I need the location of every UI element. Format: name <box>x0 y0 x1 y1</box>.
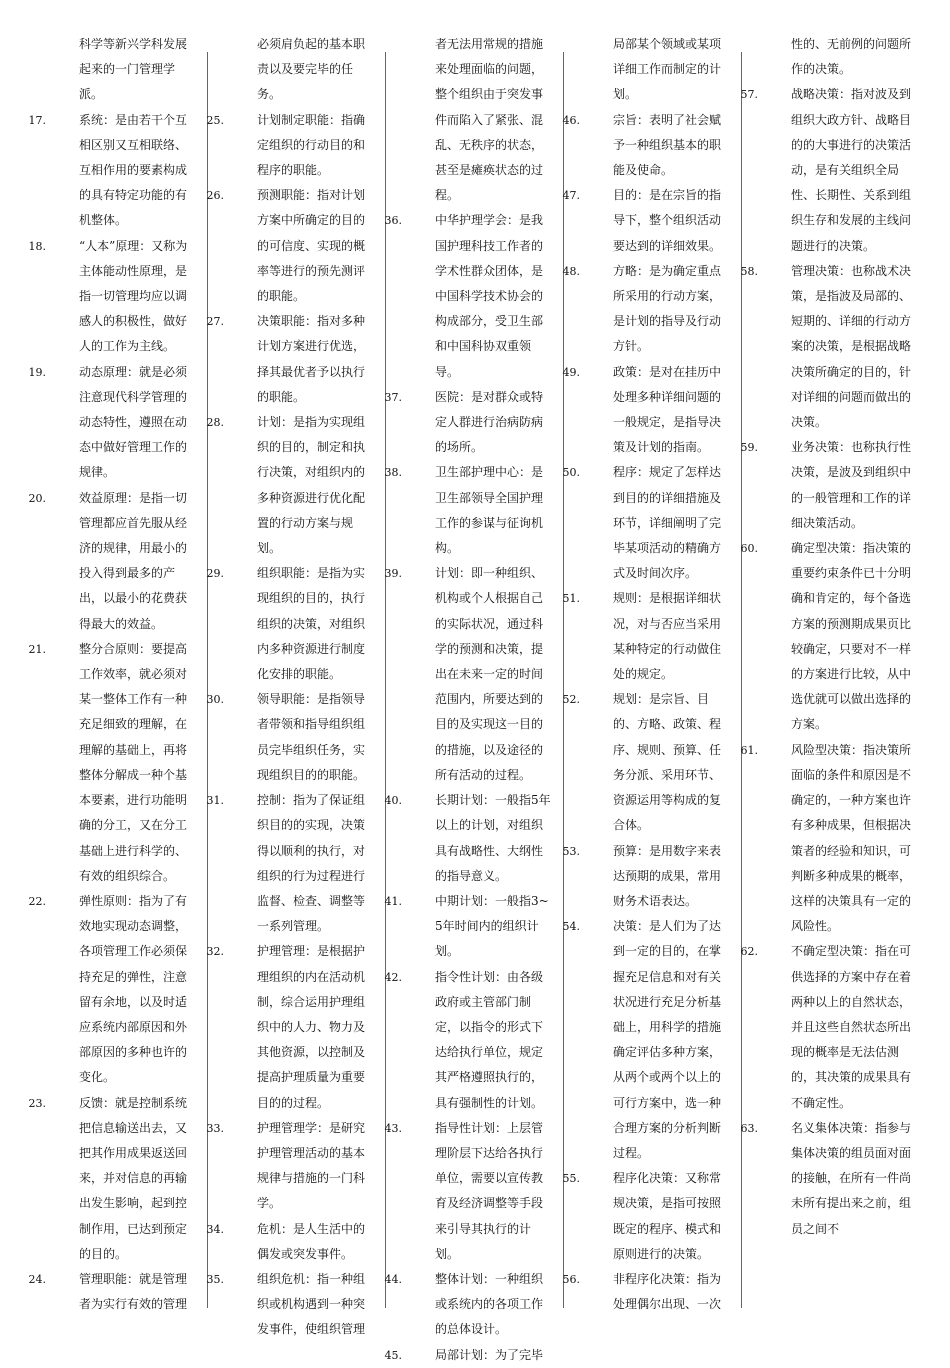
entry-text: 整体计划：一种组织或系统内的各项工作的总体设计。 <box>435 1271 544 1337</box>
glossary-entry <box>548 108 731 184</box>
glossary-entry <box>192 183 375 309</box>
text-column-1 <box>14 32 192 1312</box>
glossary-entry <box>726 939 913 1115</box>
entry-text: 程序化决策：又称常规决策，是指可按照既定的程序、模式和原则进行的决策。 <box>613 1171 722 1261</box>
glossary-entry <box>370 1116 553 1267</box>
glossary-entry <box>14 108 192 234</box>
glossary-entry <box>192 788 375 939</box>
glossary-entry <box>370 208 553 384</box>
entry-text: 指导性计划：上层管理阶层下达给各执行单位，需要以宣传教育及经济调整等手段来引导其执行的计划。 <box>435 1120 544 1261</box>
entry-text: 管理职能：就是管理者为实行有效的管理 <box>79 1271 188 1312</box>
entry-number: 45. <box>384 1348 402 1362</box>
glossary-entry <box>192 1116 375 1217</box>
glossary-entry <box>548 183 731 259</box>
entry-text: 反馈：就是控制系统把信息输送出去，又把其作用成果返送回来，并对信息的再输出发生影响，起到控制作用，已达到预定的目的。 <box>79 1095 188 1261</box>
entry-text: 弹性原则：指为了有效地实现动态调整，各项管理工作必须保持充足的弹性，注意留有余地，以及时适应系统内部原因和外部原因的多种也许的变化。 <box>79 893 188 1085</box>
glossary-entry <box>548 839 731 915</box>
entry-text: 科学等新兴学科发展起来的一门管理学派。 <box>79 37 188 102</box>
entry-text: 指令性计划：由各级政府或主管部门制定，以指令的形式下达给执行单位，规定其严格遵照执行的，具有强制性的计划。 <box>435 969 544 1110</box>
entry-number: 26. <box>206 189 224 203</box>
glossary-entry <box>370 561 553 788</box>
glossary-entry <box>726 435 913 536</box>
entry-number: 43. <box>384 1121 402 1135</box>
entry-number: 59. <box>740 441 758 455</box>
entry-text: 决策职能：指对多种计划方案进行优选，择其最优者予以执行的职能。 <box>257 314 366 404</box>
glossary-entry <box>14 486 192 637</box>
entry-text: 不确定型决策：指在可供选择的方案中存在着两种以上的自然状态，并且这些自然状态所出现的概率是无法估测的，其决策的成果具有不确定性。 <box>791 944 912 1110</box>
entry-text: 护理管理：是根据护理组织的内在活动机制，综合运用护理组织中的人力、物力及其他资源，以控制及提高护理质量为重要目的的过程。 <box>257 944 366 1110</box>
glossary-entry <box>192 561 375 687</box>
entry-number: 53. <box>562 844 580 858</box>
entry-number: 52. <box>562 693 580 707</box>
glossary-entry <box>192 1267 375 1343</box>
entry-text: 预算：是用数字来表达预期的成果，常用财务术语表达。 <box>613 843 722 908</box>
entry-number: 31. <box>206 794 224 808</box>
entry-text: 计划：是指为实现组织的目的，制定和执行决策，对组织内的多种资源进行优化配置的行动方案与规划。 <box>257 415 366 556</box>
entry-number: 60. <box>740 542 758 556</box>
entry-number: 54. <box>562 920 580 934</box>
entry-text: 非程序化决策：指为处理偶尔出现、一次 <box>613 1271 722 1312</box>
entry-number: 47. <box>562 189 580 203</box>
entry-number: 29. <box>206 567 224 581</box>
glossary-entry <box>370 32 553 208</box>
document-page <box>14 32 936 1362</box>
glossary-entry <box>370 965 553 1116</box>
glossary-entry <box>14 234 192 360</box>
entry-number: 19. <box>28 365 46 379</box>
entry-number: 46. <box>562 113 580 127</box>
glossary-entry <box>726 32 913 82</box>
entry-number: 17. <box>28 113 46 127</box>
entry-text: 必须肩负起的基本职责以及要完毕的任务。 <box>257 37 366 102</box>
text-column-4 <box>548 32 731 1312</box>
entry-text: 卫生部护理中心：是卫生部领导全国护理工作的参谋与征询机构。 <box>435 465 544 556</box>
entry-text: 动态原理：就是必须注意现代科学管理的动态特性，遵照在动态中做好管理工作的规律。 <box>79 364 188 480</box>
entry-text: 名义集体决策：指参与集体决策的组员面对面的接触，在所有一件尚未所有提出来之前，组员之间不 <box>791 1120 912 1236</box>
entry-text: 方略：是为确定重点所采用的行动方案，是计划的指导及行动方针。 <box>613 263 722 354</box>
entry-number: 38. <box>384 466 402 480</box>
glossary-entry <box>548 914 731 1166</box>
entry-text: 程序：规定了怎样达到目的的详细措施及环节，详细阐明了完毕某项活动的精确方式及时间次序。 <box>613 465 722 581</box>
entry-number: 35. <box>206 1272 224 1286</box>
glossary-entry <box>370 460 553 561</box>
entry-number: 49. <box>562 365 580 379</box>
glossary-entry <box>548 32 731 108</box>
text-column-5 <box>726 32 913 1294</box>
glossary-entry <box>14 1267 192 1317</box>
entry-text: 领导职能：是指领导者带领和指导组织组员完毕组织任务，实现组织目的的职能。 <box>257 692 366 782</box>
glossary-entry <box>14 32 192 108</box>
glossary-entry <box>548 360 731 461</box>
glossary-entry <box>14 637 192 889</box>
entry-number: 57. <box>740 88 758 102</box>
glossary-entry <box>14 889 192 1091</box>
entry-text: 性的、无前例的问题所作的决策。 <box>791 37 912 77</box>
entry-number: 20. <box>28 491 46 505</box>
entry-number: 50. <box>562 466 580 480</box>
glossary-entry <box>548 1267 731 1317</box>
glossary-entry <box>726 1116 913 1242</box>
entry-number: 32. <box>206 945 224 959</box>
entry-number: 33. <box>206 1121 224 1135</box>
entry-number: 51. <box>562 592 580 606</box>
entry-text: 危机：是人生活中的偶发或突发事件。 <box>257 1221 366 1261</box>
entry-number: 40. <box>384 794 402 808</box>
entry-number: 39. <box>384 567 402 581</box>
entry-text: 战略决策：指对波及到组织大政方针、战略目的的大事进行的决策活动，是有关组织全局性、长期性、关系到组织生存和发展的主线问题进行的决策。 <box>791 87 912 253</box>
entry-text: 决策：是人们为了达到一定的目的，在掌握充足信息和对有关状况进行充足分析基础上，用科学的措施确定评估多种方案，从两个或两个以上的可行方案中，选一种合理方案的分析判断过程。 <box>613 919 722 1160</box>
glossary-entry <box>370 1267 553 1343</box>
glossary-entry <box>192 32 375 108</box>
entry-text: 中期计划：一般指3~5年时间内的组织计划。 <box>435 893 549 959</box>
glossary-entry <box>370 788 553 889</box>
glossary-entry <box>726 259 913 435</box>
entry-text: 长期计划：一般指5年以上的计划，对组织具有战略性、大纲性的指导意义。 <box>435 793 551 883</box>
entry-text: 组织危机：指一种组织或机构遇到一种突发事件，使组织管理 <box>257 1271 366 1337</box>
glossary-entry <box>370 385 553 461</box>
glossary-entry <box>726 738 913 940</box>
entry-number: 25. <box>206 113 224 127</box>
glossary-entry <box>14 360 192 486</box>
entry-number: 21. <box>28 642 46 656</box>
entry-text: 组织职能：是指为实现组织的目的，执行组织的决策，对组织内多种资源进行制度化安排的职能。 <box>257 566 366 682</box>
entry-number: 23. <box>28 1096 46 1110</box>
entry-number: 18. <box>28 239 46 253</box>
glossary-entry <box>548 1166 731 1267</box>
entry-number: 44. <box>384 1272 402 1286</box>
glossary-entry <box>548 460 731 586</box>
entry-text: 医院：是对群众或特定人群进行治病防病的场所。 <box>435 389 544 455</box>
entry-text: 计划制定职能：指确定组织的行动目的和程序的职能。 <box>257 112 366 178</box>
glossary-entry <box>548 687 731 838</box>
entry-number: 24. <box>28 1272 46 1286</box>
glossary-entry <box>548 586 731 687</box>
entry-number: 37. <box>384 390 402 404</box>
entry-number: 30. <box>206 693 224 707</box>
entry-number: 27. <box>206 315 224 329</box>
entry-text: 确定型决策：指决策的重要约束条件已十分明确和肯定的，每个备选方案的预测期成果页比较确定，只要对不一样的方案进行比较，从中选优就可以做出选择的方案。 <box>791 541 912 732</box>
entry-number: 48. <box>562 264 580 278</box>
entry-text: 管理决策：也称战术决策，是指波及局部的、短期的、详细的行动方案的决策，是根据战略决策所确定的目的，针对详细的问题而做出的决策。 <box>791 263 912 430</box>
entry-text: 控制：指为了保证组织目的的实现，决策得以顺利的执行，对组织的行为过程进行监督、检查、调整等一系列管理。 <box>257 793 366 934</box>
entry-text: 规则：是根据详细状况，对与否应当采用某种特定的行动做住处的规定。 <box>613 591 722 682</box>
glossary-entry <box>192 108 375 184</box>
entry-number: 28. <box>206 416 224 430</box>
entry-number: 55. <box>562 1172 580 1186</box>
entry-text: 中华护理学会：是我国护理科技工作者的学术性群众团体，是中国科学技术协会的构成部分，受卫生部和中国科协双重领导。 <box>435 213 544 379</box>
entry-number: 58. <box>740 264 758 278</box>
entry-text: 效益原理：是指一切管理都应首先服从经济的规律，用最小的投入得到最多的产出，以最小的花费获得最大的效益。 <box>79 490 188 631</box>
entry-text: 业务决策：也称执行性决策，是波及到组织中的一般管理和工作的详细决策活动。 <box>791 440 912 530</box>
text-column-2 <box>192 32 375 1337</box>
text-column-3 <box>370 32 553 1362</box>
entry-number: 42. <box>384 970 402 984</box>
glossary-entry <box>726 536 913 738</box>
entry-text: 计划：即一种组织、机构或个人根据自己的实际状况，通过科学的预测和决策，提出在未来一定的时间范围内，所要达到的目的及实现这一目的的措施，以及途径的所有活动的过程。 <box>435 566 544 782</box>
glossary-entry <box>192 309 375 410</box>
entry-number: 62. <box>740 945 758 959</box>
entry-number: 36. <box>384 214 402 228</box>
entry-text: 风险型决策：指决策所面临的条件和原因是不确定的，一种方案也许有多种成果，但根据决策者的经验和知识，可判断多种成果的概率，这样的决策具有一定的风险性。 <box>791 742 912 934</box>
glossary-entry <box>192 939 375 1115</box>
entry-text: 政策：是对在挂历中处理多种详细问题的一般规定，是指导决策及计划的指南。 <box>613 364 722 455</box>
glossary-entry <box>548 259 731 360</box>
entry-text: 局部某个领域或某项详细工作而制定的计划。 <box>613 37 722 102</box>
entry-text: 系统：是由若干个互相区别又互相联络、互相作用的要素构成的具有特定功能的有机整体。 <box>79 112 188 228</box>
entry-text: 预测职能：指对计划方案中所确定的目的的可信度、实现的概率等进行的预先测评的职能。 <box>257 188 366 304</box>
entry-number: 63. <box>740 1121 758 1135</box>
glossary-entry <box>192 687 375 788</box>
entry-number: 61. <box>740 743 758 757</box>
entry-text: 规划：是宗旨、目的、方略、政策、程序、规则、预算、任务分派、采用环节、资源运用等构成的复合体。 <box>613 692 722 833</box>
glossary-entry <box>192 410 375 561</box>
entry-number: 22. <box>28 894 46 908</box>
glossary-entry <box>726 82 913 258</box>
entry-number: 56. <box>562 1272 580 1286</box>
glossary-entry <box>370 889 553 965</box>
entry-text: 护理管理学：是研究护理管理活动的基本规律与措施的一门科学。 <box>257 1120 366 1211</box>
glossary-entry <box>192 1217 375 1267</box>
entry-number: 34. <box>206 1222 224 1236</box>
glossary-entry <box>14 1091 192 1267</box>
entry-text: 宗旨：表明了社会赋予一种组织基本的职能及使命。 <box>613 112 722 178</box>
entry-text: 者无法用常规的措施来处理面临的问题，整个组织由于突发事件而陷入了紧张、混乱、无秩序的状态，甚至是瘫痪状态的过程。 <box>435 37 544 203</box>
entry-text: 整分合原则：要提高工作效率，就必须对某一整体工作有一种充足细致的理解，在理解的基础上，再将整体分解成一种个基本要素，进行功能明确的分工，又在分工基础上进行科学的、有效的组织综合。 <box>79 641 188 883</box>
glossary-entry <box>370 1343 553 1368</box>
entry-text: 局部计划：为了完毕 <box>435 1347 544 1362</box>
entry-text: “人本”原理：又称为主体能动性原理，是指一切管理均应以调感人的积极性，做好人的工作为主线。 <box>79 238 188 354</box>
entry-number: 41. <box>384 894 402 908</box>
entry-text: 目的：是在宗旨的指导下，整个组织活动要达到的详细效果。 <box>613 188 722 253</box>
